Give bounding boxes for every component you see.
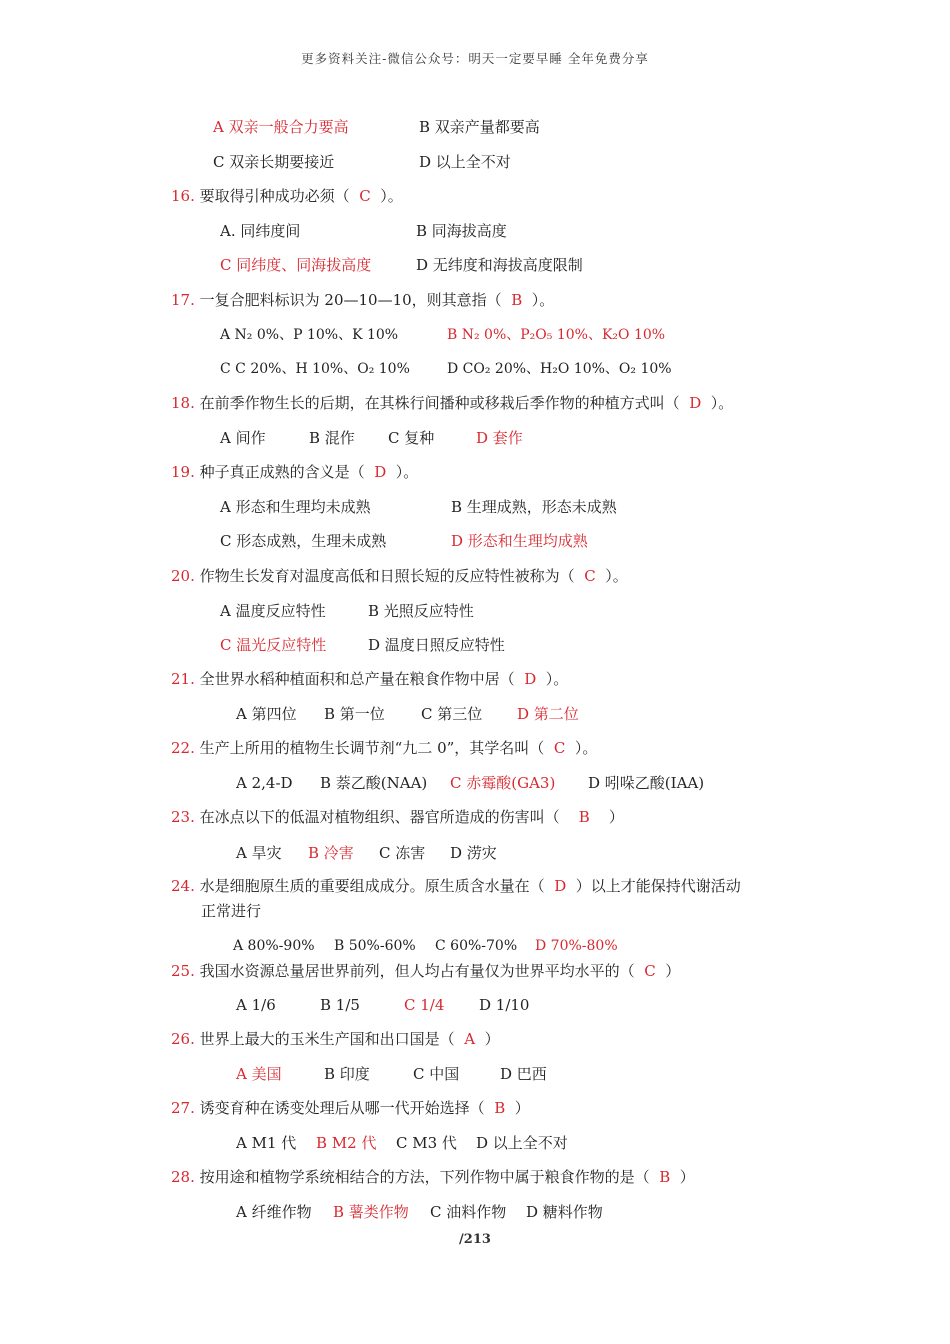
question-22: 22. 生产上所用的植物生长调节剂“九二 0”，其学名叫（ C ）。 [171, 739, 598, 757]
option-18a: A 间作 [220, 429, 266, 447]
question-23: 23. 在冰点以下的低温对植物组织、器官所造成的伤害叫（ B ） [171, 808, 624, 826]
option-18d: D 套作 [476, 429, 523, 447]
option-23a: A 旱灾 [236, 844, 282, 862]
option-23c: C 冻害 [379, 844, 426, 862]
option-28a: A 纤维作物 [236, 1203, 312, 1221]
option-16d: D 无纬度和海拔高度限制 [416, 256, 583, 274]
question-27: 27. 诱变育种在诱变处理后从哪一代开始选择（ B ） [171, 1099, 530, 1117]
option-19a: A 形态和生理均未成熟 [220, 498, 371, 516]
option-15a: A 双亲一般合力要高 [213, 118, 349, 136]
answer-26: A [464, 1030, 476, 1048]
option-18c: C 复种 [388, 429, 435, 447]
option-15c: C 双亲长期要接近 [213, 153, 335, 171]
option-19b: B 生理成熟，形态未成熟 [451, 498, 617, 516]
question-16: 16. 要取得引种成功必须（ C ）。 [171, 187, 403, 205]
question-26: 26. 世界上最大的玉米生产国和出口国是（ A ） [171, 1030, 500, 1048]
option-27d: D 以上全不对 [476, 1134, 568, 1152]
option-22b: B 萘乙酸(NAA) [320, 774, 428, 792]
option-25c: C 1/4 [404, 996, 445, 1014]
option-17a: A N₂ 0%、P 10%、K 10% [220, 327, 399, 343]
option-28d: D 糖料作物 [526, 1203, 603, 1221]
option-16c: C 同纬度、同海拔高度 [220, 256, 372, 274]
answer-16: C [359, 187, 371, 205]
option-24c: C 60%-70% [435, 938, 518, 954]
question-24-continuation: 正常进行 [201, 902, 262, 920]
answer-27: B [494, 1099, 506, 1117]
answer-24: D [554, 877, 567, 895]
option-18b: B 混作 [309, 429, 355, 447]
question-17: 17. 一复合肥料标识为 20—10—10，则其意指（ B ）。 [171, 291, 555, 309]
option-27b: B M2 代 [316, 1134, 377, 1152]
question-21: 21. 全世界水稻种植面积和总产量在粮食作物中居（ D ）。 [171, 670, 569, 688]
option-23b: B 冷害 [308, 844, 354, 862]
option-22c: C 赤霉酸(GA3) [450, 774, 556, 792]
option-28c: C 油料作物 [430, 1203, 507, 1221]
answer-20: C [584, 567, 596, 585]
option-19d: D 形态和生理均成熟 [451, 532, 588, 550]
option-24d: D 70%-80% [535, 938, 618, 954]
option-21a: A 第四位 [236, 705, 297, 723]
answer-23: B [578, 808, 590, 826]
option-16a: A. 同纬度间 [220, 222, 301, 240]
question-20: 20. 作物生长发育对温度高低和日照长短的反应特性被称为（ C ）。 [171, 567, 628, 585]
option-21c: C 第三位 [421, 705, 483, 723]
answer-28: B [659, 1168, 671, 1186]
option-26a: A 美国 [236, 1065, 282, 1083]
option-28b: B 薯类作物 [333, 1203, 409, 1221]
option-21b: B 第一位 [324, 705, 385, 723]
option-17d: D CO₂ 20%、H₂O 10%、O₂ 10% [447, 361, 672, 377]
option-25a: A 1/6 [236, 996, 276, 1014]
option-17c: C C 20%、H 10%、O₂ 10% [220, 361, 410, 377]
option-20b: B 光照反应特性 [368, 602, 474, 620]
option-21d: D 第二位 [517, 705, 579, 723]
option-22d: D 吲哚乙酸(IAA) [588, 774, 705, 792]
option-27a: A M1 代 [236, 1134, 297, 1152]
option-16b: B 同海拔高度 [416, 222, 507, 240]
option-25d: D 1/10 [479, 996, 530, 1014]
option-20d: D 温度日照反应特性 [368, 636, 505, 654]
option-25b: B 1/5 [320, 996, 360, 1014]
question-25: 25. 我国水资源总量居世界前列，但人均占有量仅为世界平均水平的（ C ） [171, 962, 681, 980]
answer-19: D [374, 463, 387, 481]
option-27c: C M3 代 [396, 1134, 457, 1152]
answer-17: B [511, 291, 523, 309]
page-header: 更多资料关注-微信公众号：明天一定要早睡 全年免费分享 [301, 51, 649, 66]
option-26d: D 巴西 [500, 1065, 547, 1083]
option-23d: D 涝灾 [450, 844, 497, 862]
option-19c: C 形态成熟，生理未成熟 [220, 532, 387, 550]
question-18: 18. 在前季作物生长的后期，在其株行间播种或移栽后季作物的种植方式叫（ D ）。 [171, 394, 734, 412]
answer-25: C [644, 962, 656, 980]
option-26c: C 中国 [413, 1065, 460, 1083]
option-15d: D 以上全不对 [419, 153, 511, 171]
option-24a: A 80%-90% [233, 938, 315, 954]
option-20c: C 温光反应特性 [220, 636, 327, 654]
answer-18: D [689, 394, 702, 412]
option-24b: B 50%-60% [334, 938, 416, 954]
option-22a: A 2,4-D [236, 774, 293, 792]
answer-22: C [553, 739, 566, 757]
option-15b: B 双亲产量都要高 [419, 118, 540, 136]
page-number: /213 [459, 1232, 491, 1247]
question-28: 28. 按用途和植物学系统相结合的方法，下列作物中属于粮食作物的是（ B ） [171, 1168, 695, 1186]
question-24: 24. 水是细胞原生质的重要组成成分。原生质含水量在（ D ）以上才能保持代谢活动 [171, 877, 741, 895]
question-19: 19. 种子真正成熟的含义是（ D ）。 [171, 463, 419, 481]
option-26b: B 印度 [324, 1065, 370, 1083]
option-20a: A 温度反应特性 [220, 602, 326, 620]
option-17b: B N₂ 0%、P₂O₅ 10%、K₂O 10% [447, 327, 666, 343]
answer-21: D [524, 670, 537, 688]
